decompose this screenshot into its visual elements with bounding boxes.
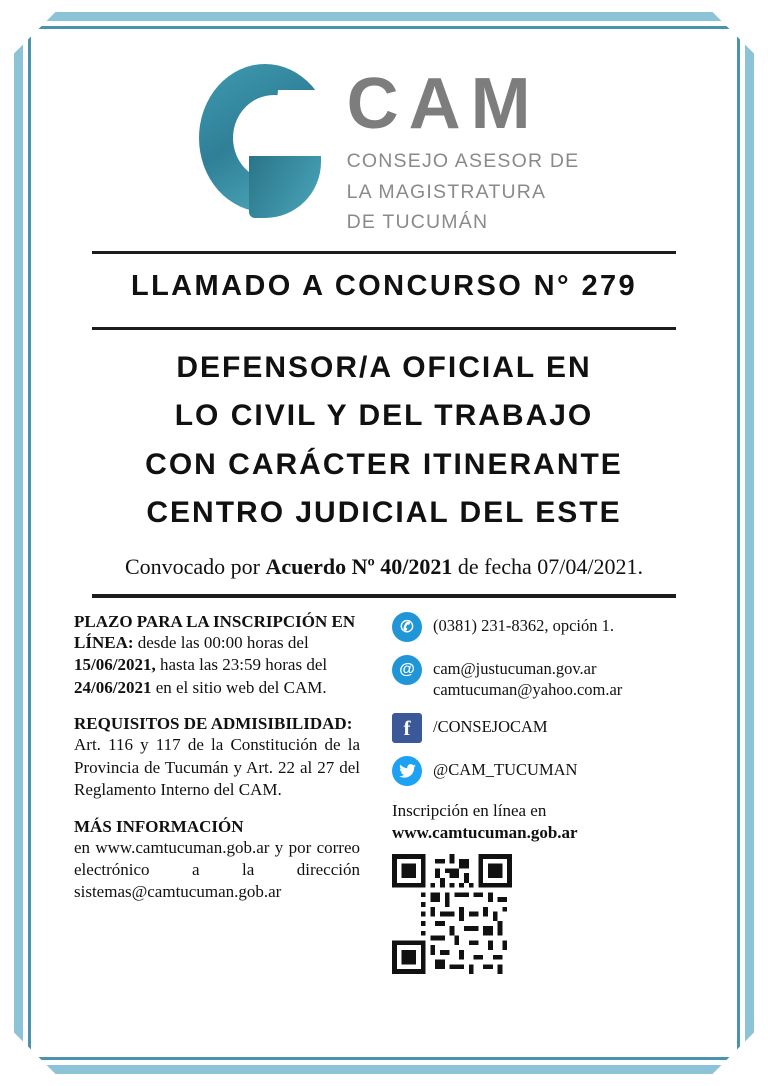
plazo-date-2: 24/06/2021: [74, 677, 152, 697]
position-title-line-1: DEFENSOR/A OFICIAL EN: [176, 350, 592, 384]
contact-twitter-value[interactable]: @CAM_TUCUMAN: [433, 760, 578, 780]
plazo-text-2: hasta las 23:59 horas del: [155, 655, 328, 675]
inscripcion-block: [392, 800, 694, 844]
page-title: LLAMADO A CONCURSO N° 279: [130, 270, 638, 303]
convocado-acuerdo: Acuerdo Nº 40/2021: [265, 553, 453, 579]
logo-subtitle-line-3: DE TUCUMÁN: [346, 210, 489, 233]
cam-letter-c-logo-icon: [189, 52, 339, 222]
logo-acronym: CAM: [346, 64, 541, 144]
left-column: [74, 612, 374, 974]
position-title-line-4: CENTRO JUDICIAL DEL ESTE: [146, 496, 622, 530]
contact-email-values: [433, 655, 622, 700]
contact-phone-value: (0381) 231-8362, opción 1.: [433, 615, 615, 635]
logo-block: [52, 44, 716, 237]
logo-subtitle-line-1: CONSEJO ASESOR DE: [346, 150, 580, 173]
qr-code[interactable]: [392, 854, 512, 974]
email-icon: @: [392, 655, 422, 685]
inscripcion-text: Inscripción en línea en: [392, 801, 547, 821]
contact-twitter[interactable]: [392, 756, 694, 786]
convocado-prefix: Convocado por: [124, 553, 266, 579]
position-title: [52, 330, 716, 544]
facebook-icon[interactable]: f: [392, 713, 422, 743]
logo-subtitle-line-2: LA MAGISTRATURA: [346, 180, 547, 203]
plazo-text-3: en el sitio web del CAM.: [151, 677, 327, 697]
contact-email-1[interactable]: cam@justucuman.gov.ar: [433, 658, 597, 678]
poster-content: [52, 44, 716, 1042]
logo-text: [347, 52, 580, 237]
contact-phone: [392, 612, 694, 642]
plazo-text-1: desde las 00:00 horas del: [133, 632, 309, 652]
requisitos-title: REQUISITOS DE ADMISIBILIDAD:: [74, 714, 353, 734]
inscripcion-website[interactable]: www.camtucuman.gob.ar: [392, 823, 578, 843]
position-title-line-2: LO CIVIL Y DEL TRABAJO: [174, 399, 594, 433]
convocado-suffix: de fecha 07/04/2021.: [452, 553, 644, 579]
contact-email-2[interactable]: camtucuman@yahoo.com.ar: [433, 680, 623, 700]
logo-subtitle: [347, 146, 580, 237]
phone-icon: ✆: [392, 612, 422, 642]
contact-email: [392, 655, 694, 700]
contact-facebook-value[interactable]: /CONSEJOCAM: [433, 717, 548, 737]
mas-informacion-text: en www.camtucuman.gob.ar y por correo electrónico a la dirección sistemas@camtucuman.gob.ar: [74, 837, 360, 902]
info-columns: [52, 598, 716, 974]
requisitos-text: Art. 116 y 117 de la Constitución de la Provincia de Tucumán y Art. 22 al 27 del Reglamento Interno del CAM.: [74, 735, 360, 800]
requisitos-block: [74, 714, 360, 801]
mas-informacion-block: [74, 817, 360, 904]
plazo-title: PLAZO PARA LA INSCRIPCIÓN EN LÍNEA:: [74, 611, 356, 652]
mas-informacion-title: MÁS INFORMACIÓN: [74, 816, 244, 836]
twitter-icon[interactable]: [392, 756, 422, 786]
contact-facebook[interactable]: [392, 713, 694, 743]
convocado-line: [52, 544, 716, 586]
plazo-date-1: 15/06/2021,: [74, 655, 156, 675]
plazo-block: [74, 612, 360, 699]
position-title-line-3: CON CARÁCTER ITINERANTE: [145, 447, 623, 481]
right-column: [374, 612, 694, 974]
